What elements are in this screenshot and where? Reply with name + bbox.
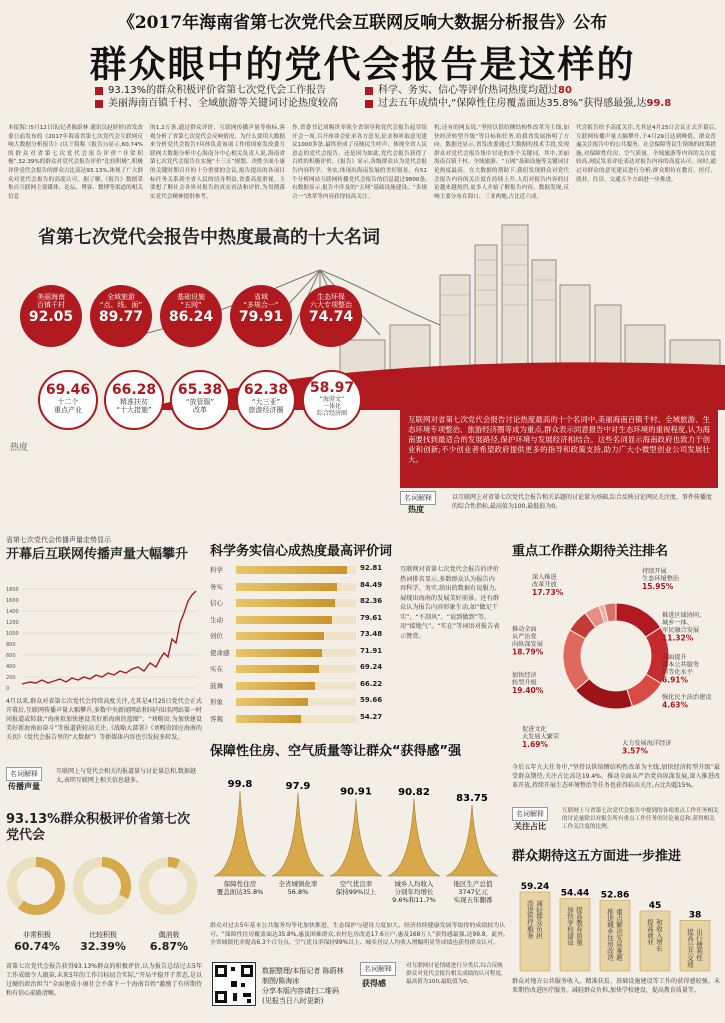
five-label: 改进医疗服务 (526, 900, 534, 940)
bullet-square-icon (95, 87, 103, 95)
expect-note-tag: 名词解释 (512, 807, 548, 821)
word-bar (236, 583, 337, 591)
trend-title: 开幕后互联网传播声量大幅攀升 (6, 547, 189, 562)
gain-labels (210, 880, 505, 920)
word-bar (236, 682, 315, 690)
highlights-left (95, 84, 355, 110)
word-bar-row (210, 712, 390, 726)
donut-label: 深入推进 (532, 574, 557, 581)
gain-cone (388, 799, 440, 876)
gain-cone (446, 805, 498, 876)
gain-note-label: 获得感 (362, 979, 386, 988)
word-value: 66.22 (360, 679, 383, 688)
word-bar (236, 715, 301, 723)
gain-label: 空气优良率 保持99%以上 (335, 880, 377, 896)
five-value: 59.24 (520, 882, 550, 893)
word-bar (236, 649, 322, 657)
word-label: 生动 (210, 615, 223, 624)
five-label: 和收入增长 (655, 919, 663, 952)
y-tick: 1000 (6, 631, 19, 637)
five-value: 54.44 (560, 888, 590, 899)
gain-label: 城乡人均收入 分别年均增长 9.6%和11.7% (392, 880, 436, 904)
word-bar (236, 698, 308, 706)
positive-description: 省第七次党代会报告获得93.13%群众的积极评价,认为报告总结过去5年工作成绩令人振奋,未来5年的工作目标切合实际,“开局平稳开干常态,是以过硬的政治担当”全面建成小康社会不落下一个海南百姓”激励了有所期待和有信心前路清晰。 (6, 963, 202, 997)
donut-label: 生态环境整治 (642, 575, 680, 583)
donut-value: 4.63% (662, 700, 689, 710)
word-label: 务实 (210, 582, 223, 591)
keyword-circle: 65.38 “放管服” 改革 (170, 370, 230, 430)
intro-col-4: 机;还有的网友说,“坚持以供给侧结构性改革为主线,加快经济转型升级”等目标和任务,给我省发展指明了方向。数据还显示,省发改委通过大数据的技术手段,发现群众对党代会报告集中讨论的多个关键词。其中,美丽海南百镇千村、全域旅游、“五网”基础设施等关键词讨论热度最高。在大数据的帮助下,我们发现群众对党代会报告内容的关注度在持续上升,人们对报告内容的讨论越来越热烈,更多人开始了解报告内容。数据发现,反响主要分布在海口、三亚两地,占比近六成。 (434, 125, 569, 200)
five-value: 38 (688, 910, 702, 921)
intro-col-5: 代会报告给予高度关注,尤其是4月25日会议正式开幕后,互联网传播声量大幅攀升,于4月29日达到峰值。群众普遍关注报告中的公共服务、社会保障等民生领域的政策措施,对保障性住房、空气质量、全域旅游等内容的关注度较高,网民发表评论表达对报告内容的高度认可。同时,通过对群众的意见建议进行分析,群众期待在教育、医疗、就业、住房、交通五个方面进一步推进。 (576, 125, 716, 183)
positive-item: 偶消极 6.87% (149, 931, 189, 953)
credit-line: (见报当日八时更新) (262, 997, 324, 1005)
gain-title: 保障性住房、空气质量等让群众“获得感”强 (210, 744, 462, 759)
word-label: 信心 (210, 599, 223, 607)
words-description: 互联网对省第七次党代会报告的评价热词排名显示,多数群众认为报告内容科学、务实,给出的数据有说服力,展现出海南的发展美好前景。还有群众认为报告内容形象生动,如“做足干实”、“不刮风”、“说到做到”等,用“接地气”、“实在”等词语对报告表示赞赏。 (400, 566, 500, 640)
highlight-item: 美丽海南百镇千村、全域旅游等关键词讨论热度较高 (95, 97, 355, 110)
page-title: 群众眼中的党代会报告是这样的 (89, 43, 636, 86)
gain-description: 群众对过去5年基本公共服务均等化加快推进、生态保护与建设力度加大、经济持续健康发展等取得的成绩较为认可。“保障性住房覆盖面达35.8%,惠及困难群众,农村危房改造17.6万户,惠及168万人”获得感最强,达99.8。此外,全省城镇化率提高6.3个百分点、空气优良率保持99%以上、城乡居民人均收入增幅明显等成绩也获得群众认可。 (210, 923, 505, 946)
keyword-circle: 全域旅游 “点、线、面” 89.77 (90, 285, 152, 347)
y-tick: 1800 (6, 587, 19, 593)
keywords-section (0, 215, 725, 525)
word-value: 92.81 (360, 564, 383, 572)
five-label: 提高就业 (646, 919, 654, 945)
positive-item: 非常积极 60.74% (14, 931, 60, 953)
donut-label: 大发展大繁荣 (522, 733, 560, 741)
five-value: 52.86 (600, 890, 630, 901)
keyword-circle: 69.46 十二个 重点产业 (38, 370, 98, 430)
donut-label: 城乡一体、 (662, 619, 693, 627)
word-bar (236, 665, 319, 673)
donut-label: 均等化水平 (662, 669, 693, 676)
donut-label: 向纵深发展 (512, 641, 543, 648)
five-value: 45 (648, 901, 662, 911)
keywords-title: 省第七次党代会报告中热度最高的十大名词 (38, 227, 380, 248)
donut-label: 军民融合发展 (662, 627, 700, 634)
word-bar-row (210, 629, 390, 643)
word-value: 73.48 (360, 630, 383, 638)
trend-note-text: 互联网上与党代会相关的报道量与讨论量总和,数据越大,表明互联网上相关信息越多。 (56, 768, 196, 784)
donut-label: 改革开放 (532, 581, 557, 589)
bullet-square-icon (365, 100, 373, 108)
donut-value: 15.95% (642, 582, 674, 591)
word-value: 79.61 (360, 613, 383, 622)
credit-line: 制图/陈海冰 (262, 977, 300, 985)
keywords-note (400, 491, 718, 523)
expect-note-text: 互联网上与省第七次党代会报告中提到的各项重点工作任务相关的讨论量除以对报告所有重点工作任务的讨论量总和,获得相关工作关注度的比例。 (562, 808, 719, 830)
word-bar (236, 632, 324, 640)
y-tick: 0 (6, 686, 10, 692)
word-bar (236, 566, 347, 574)
five-label: 减轻群众负担 (535, 900, 543, 940)
bullet-square-icon (365, 87, 373, 95)
y-tick: 1400 (6, 609, 19, 615)
y-tick: 600 (6, 653, 16, 659)
trend-chart (6, 583, 202, 693)
highlight-item: 93.13%的群众积极评价省第七次党代会工作报告 (95, 84, 355, 97)
donut-label: 从严治党 (512, 633, 537, 641)
donut-value: 3.57% (622, 746, 649, 756)
positive-item: 比较积极 32.39% (80, 931, 126, 953)
gain-cone (214, 791, 266, 876)
five-title: 群众期待这五方面进一步推进 (512, 849, 682, 864)
word-label: 创位 (210, 632, 223, 640)
keyword-circle: 58.97 “海澄文” 一体化 综合经济圈 (302, 370, 362, 430)
word-bar (236, 616, 332, 624)
word-value: 84.49 (360, 580, 383, 589)
keywords-row-2 (38, 370, 398, 460)
word-bar-row (210, 580, 390, 594)
donut-value: 11.32% (662, 633, 694, 643)
word-bar-row (210, 596, 390, 610)
gain-value: 90.91 (340, 786, 372, 798)
words-section (210, 535, 505, 735)
donut-label: 大力发展海洋经济 (622, 740, 672, 747)
donut-label: 推动全面 (512, 626, 537, 633)
five-label: 提高公共交通 (686, 928, 694, 968)
word-value: 71.91 (360, 646, 383, 655)
note-text: 以互联网上对省第七次党代会报告相关话题的讨论量为基础,综合反映讨论网民关注度、事件传播度的综合性指标,最高值为100,最低值为0。 (452, 494, 712, 510)
credit-line: 数据整理/本报记者 陈蔚林 (262, 967, 344, 975)
donut-value: 17.73% (532, 588, 564, 597)
word-value: 59.66 (360, 696, 383, 704)
gain-value: 97.9 (285, 780, 311, 792)
y-tick: 800 (6, 642, 16, 648)
words-bar-chart (210, 563, 390, 733)
positive-rings (6, 852, 202, 927)
gain-cone (272, 793, 324, 876)
word-bar-row (210, 679, 390, 693)
word-label: 客观 (210, 714, 223, 723)
heat-axis-label: 热度 (10, 443, 29, 453)
five-label: 出行便利性 (695, 928, 703, 961)
expect-section (512, 535, 720, 840)
y-tick: 1600 (6, 598, 19, 604)
donut-label: 基本公共服务 (662, 661, 700, 669)
five-label: 重点解决安居难题 (615, 908, 623, 961)
credits (262, 966, 344, 1006)
gain-value: 90.82 (398, 786, 430, 798)
intro-col-3: 作,省委书记刘赐贵率领全省领导和党代会报告起草组开会一周,召开座谈会征求各方意见,征求和听取意见建议1000多条,最终形成了反映民生呼声、体现全省人民意志的党代会报告。还是因为如此,党代会报告获得了百姓的积极评价。《报告》显示,各级群众认为党代会报告内容科学、务实,体现出海南发展的美好愿景。有51个分析网站互联网传播党代会报告的信息超过9800条,有数据显示,报告中涉及的“五网”基础设施建设、“多规合一”改革等内容获得较高关注。 (292, 125, 427, 200)
positive-section (6, 812, 202, 1017)
word-value: 82.36 (360, 597, 383, 605)
y-tick: 400 (6, 664, 16, 670)
gain-label: 地区生产总值 3747亿元 实现五年翻番 (453, 880, 493, 904)
words-title: 科学务实信心成热度最高评价词 (210, 544, 393, 559)
donut-label: 促进文化 (522, 726, 547, 733)
highlight-item: 过去五年成绩中,“保障性住房覆盖面达35.8%”获得感最强,达 99.8 (365, 97, 705, 110)
trend-note-tag: 名词解释 (6, 767, 42, 781)
word-value: 69.24 (360, 663, 383, 671)
gain-label: 全省城镇化率 56.8% (278, 880, 318, 896)
donut-value: 18.79% (512, 647, 544, 657)
highlights-right (365, 84, 705, 110)
keywords-description: 互联网对省第七次党代会报告讨论热度最高的十个名词中,美丽海南百镇千村、全域旅游、生态环境专项整治、旅游经济圈等成为重点,群众表示同意报告中对生态环境的重视程度,认为海南要找到最适合的发展路径,保护环境与发展经济相结合。这些名词显示海南政府也致力于创业和创新;不少创业者希望政府提供更多的指导和政策支持,助力广大小微型创业公司发展壮大。 (400, 410, 718, 488)
five-label: 加快学校建设 (566, 906, 574, 946)
donut-label: 持续开展 (642, 568, 667, 575)
keyword-circle: 省域 “多规合一” 79.91 (230, 285, 292, 347)
keyword-circle: 基础设施 “五网” 86.24 (160, 285, 222, 347)
expect-description: 今后五年九大任务中,“坚持以供给侧结构性改革为主线,加快经济转型升级”最受群众期待,关注占比高达19.4%。推动全面从严治党向纵深发展,深入推进改革开放,持续开展生态环境整治等任务也获得较高关注,占比均超15%。 (512, 764, 720, 789)
word-value: 54.27 (360, 712, 383, 721)
trend-description: 4月以来,群众对省第七次党代会持续高度关注,尤其是4月25日党代会正式开幕后,互联网传播声量大幅攀升,多数中央新闻网站和国内知名网站第一时间报道或转载;“海南拟加快建设美好新海南的蓝图”、“刘赐贵:为加快建设美好新海南而奋斗”等报道获较高关注,《战略大部署》《刘赐贵回应海南的关切》《党代会报告里的“大数据”》等新媒体内容也引发较多转发。 (6, 698, 202, 741)
five-section (512, 845, 720, 1020)
y-tick: 1200 (6, 620, 19, 626)
expect-note-label: 关注占比 (514, 822, 546, 831)
gain-chart (210, 764, 505, 894)
gain-label: 保障性住房 覆盖面达35.8% (216, 880, 264, 896)
note-tag: 名词解释 (400, 491, 436, 505)
expect-title: 重点工作群众期待关注排名 (512, 544, 669, 559)
donut-label: 强化民主法治建设 (662, 694, 712, 701)
word-bar-row (210, 695, 390, 709)
donut-value: 19.40% (512, 686, 544, 695)
keyword-circle: 62.38 “大三亚” 旅游经济圈 (236, 370, 296, 430)
five-label: 推进城乡住房改造 (606, 908, 614, 961)
trend-small-title: 省第七次党代会传播声量走势显示 (6, 536, 111, 544)
word-bar-row (210, 646, 390, 660)
gain-value: 83.75 (456, 792, 488, 804)
gain-note-tag: 名词解释 (360, 962, 396, 976)
word-bar-row (210, 662, 390, 676)
expect-donut-chart (512, 561, 720, 761)
five-label: 提高教育质量 (575, 906, 583, 946)
positive-title: 93.13%群众积极评价省第七次党代会 (6, 812, 191, 843)
gain-value: 99.8 (227, 779, 253, 791)
five-description: 群众对地方公共服务收入、精准扶贫、基础设施建设等工作的获得感较强。未来期待改进医疗服务、减轻群众负担,加快学校建设、提高教育质量等。 (512, 978, 720, 994)
donut-value: 6.91% (662, 675, 689, 685)
credit-line: 分享本版内容请扫二维码 (262, 987, 339, 995)
positive-labels (6, 930, 202, 960)
gain-section (210, 740, 505, 1015)
word-label: 科学 (210, 566, 223, 574)
donut-label: 推进区域协同、 (662, 612, 706, 619)
bullet-square-icon (95, 100, 103, 108)
donut-label: 转型升级 (512, 679, 537, 687)
donut-value: 1.69% (522, 740, 549, 749)
keyword-circle: 生态环保 六大专项整治 74.74 (300, 285, 362, 347)
word-label: 使命感 (210, 648, 230, 657)
header (0, 0, 725, 120)
intro-col-2: 的1.2万条,通过群众评价、互联网传播声量等指标,客观分析了省第七次党代会反响情况。为什么要用大数据来分析党代会报告?具体负责该项工作的国家发改委互联网大数据分析中心海南分中心相关负责人说,海南省第七次党代会报告在实施“十三五”规划、决胜全面小康的关键时期召开的十分重要的会议,报告提出的各项目标任务关系到全省人民的切身利益,省委高度重视。主要想了解社会各界对报告的真实看法和评价,为贯彻落实党代会精神提供参考。 (150, 125, 285, 200)
highlight-item: 科学、务实、信心等评价热词热度均超过 80 (365, 84, 705, 97)
trend-note-label: 传播声量 (8, 782, 40, 791)
donut-label: 加快经济 (512, 672, 537, 679)
word-label: 形象 (210, 698, 223, 706)
keyword-circle: 美丽海南 百镇千村 92.05 (20, 285, 82, 347)
kicker: 《2017年海南省第七次党代会互联网反响大数据分析报告》公布 (117, 13, 608, 33)
gain-note-text: 对互联网讨论情绪进行分类后,综合反映群众对党代会报告相关成绩的认可程度,最高值为100,最低值为0。 (406, 963, 503, 985)
word-label: 鼓舞 (210, 681, 223, 690)
qr-code-icon[interactable] (212, 962, 256, 1006)
word-label: 实在 (210, 665, 223, 673)
word-bar-row (210, 563, 390, 577)
word-bar (236, 599, 335, 607)
keywords-row-1 (20, 285, 360, 375)
trend-section (6, 535, 202, 805)
intro-col-1: 本报海口5月12日讯(记者陈蔚林 通讯员赵婷婷)省发改委日前发布的《2017年海南省第七次党代会互联网反响大数据分析报告》(以下简称《报告》)显示,60.74%的群众对省第七次党代会报告评价“非常积极”,32.39%的群众对党代会报告评价“比较积极”,积极评价党代会报告的群众占比高达93.13%,体现了广大群众对党代会报告的高度认可。据了解,《报告》数据采集自互联网主要媒体、论坛、博客、微博等渠道的相关信息 (8, 125, 143, 200)
note-label: 热度 (408, 505, 424, 514)
y-tick: 200 (6, 675, 16, 681)
keyword-circle: 66.28 精准扶贫 “十大措施” (104, 370, 164, 430)
word-bar-row (210, 613, 390, 627)
gain-cone (330, 799, 382, 876)
donut-label: 全面提升 (662, 654, 687, 661)
five-bar-chart (512, 863, 720, 973)
